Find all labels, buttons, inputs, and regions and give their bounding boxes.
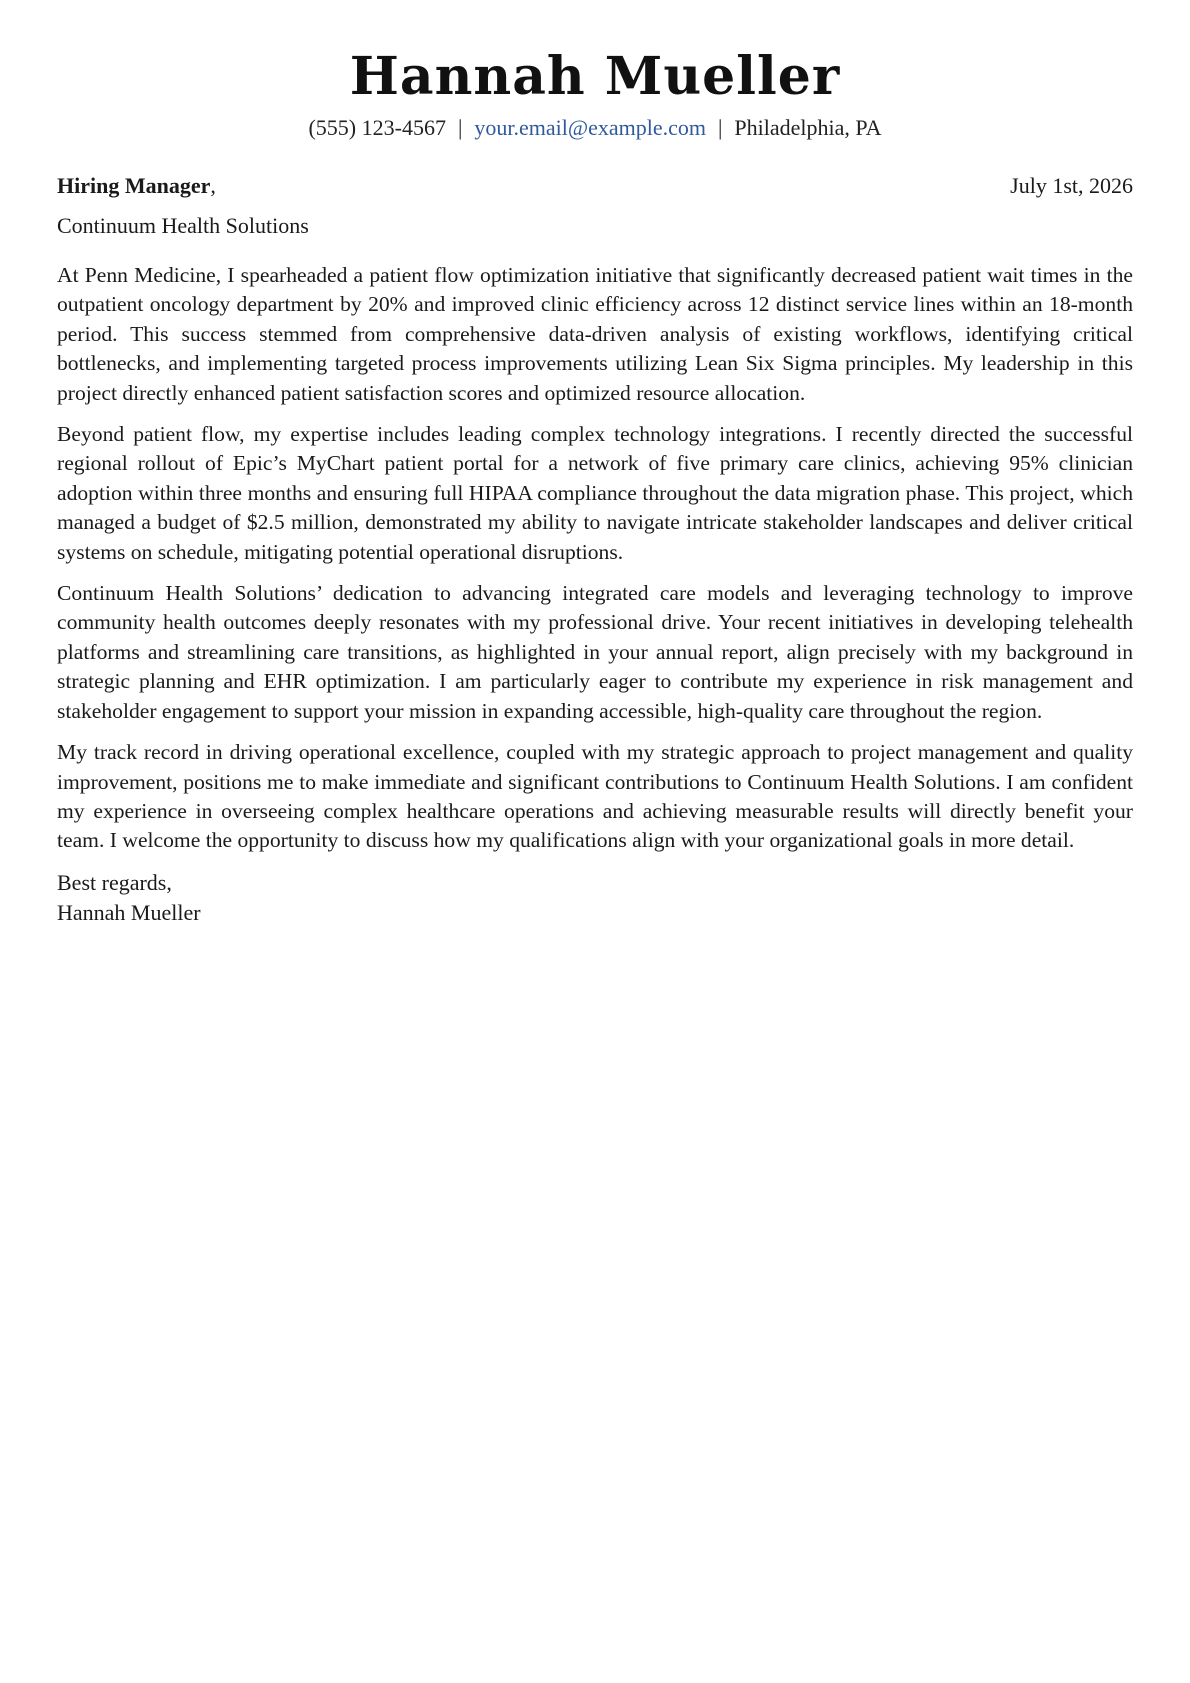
phone-number: (555) 123-4567 [308,115,446,140]
closing-signature: Hannah Mueller [57,899,201,925]
closing-salutation: Best regards, [57,869,172,895]
body-paragraph: Continuum Health Solutions’ dedication to advancing integrated care models and leveraging technology to improve community health outcomes deeply resonates with my professional drive. Your recent initiatives in developing telehealth platforms and streamlining care transitions, as highlighted in your annual report, align precisely with my background in strategic planning and EHR optimization. I am particularly eager to contribute my experience in risk management and stakeholder engagement to support your mission in expanding accessible, high-quality care throughout the region. [57,581,1133,723]
email-link[interactable]: your.email@example.com [474,115,707,140]
body-paragraph: Beyond patient flow, my expertise includes leading complex technology integrations. I recently directed the successful regional rollout of Epic’s MyChart patient portal for a network of five primary care clinics, achieving 95% clinician adoption within three months and ensuring full HIPAA compliance throughout the data migration phase. This project, which managed a budget of $2.5 million, demonstrated my ability to navigate intricate stakeholder landscapes and deliver critical systems on schedule, mitigating potential operational disruptions. [57,422,1133,564]
letter-closing [57,868,1133,928]
body-paragraph: My track record in driving operational excellence, coupled with my strategic approach to project management and quality improvement, positions me to make immediate and significant contributions to Continuum Health Solutions. I am confident my experience in overseeing complex healthcare operations and achieving measurable results will directly benefit your team. I welcome the opportunity to discuss how my qualifications align with your organizational goals in more detail. [57,740,1133,853]
contact-separator: | [718,115,723,140]
contact-separator: | [457,115,463,140]
location: Philadelphia, PA [734,115,882,140]
contact-line [57,113,1133,143]
letter-body [57,261,1133,856]
recipient-line [57,171,216,201]
letter-date: July 1st, 2026 [1010,173,1133,198]
applicant-name: Hannah Mueller [349,46,841,107]
recipient-row [57,171,1133,201]
recipient-name-suffix: , [210,173,216,198]
body-paragraph: At Penn Medicine, I spearheaded a patient flow optimization initiative that significantly decreased patient wait times in the outpatient oncology department by 20% and improved clinic efficiency across 12 distinct service lines within an 18-month period. This success stemmed from comprehensive data-driven analysis of existing workflows, identifying critical bottlenecks, and implementing targeted process improvements utilizing Lean Six Sigma principles. My leadership in this project directly enhanced patient satisfaction scores and optimized resource allocation. [57,263,1133,405]
recipient-company: Continuum Health Solutions [57,213,309,238]
recipient-name: Hiring Manager [57,173,211,198]
